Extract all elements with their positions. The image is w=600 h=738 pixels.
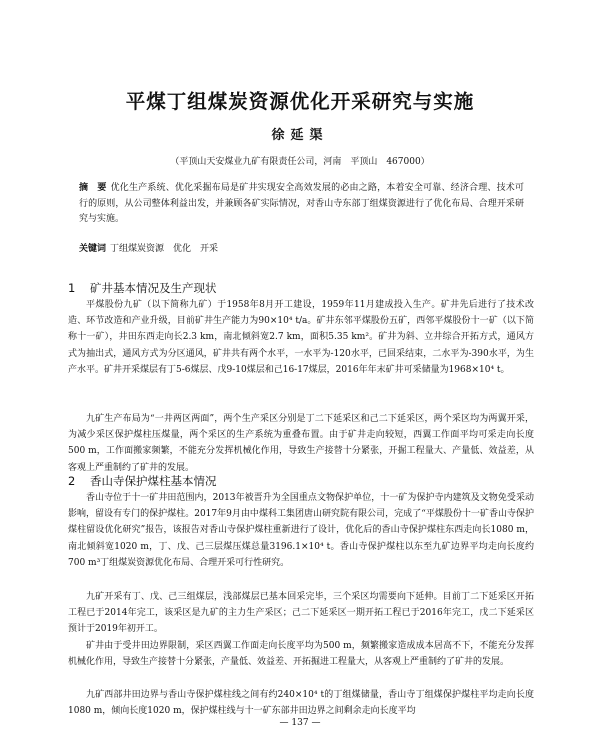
body-paragraph: 九矿生产布局为“一井两区两面”，两个生产采区分别是丁二下延采区和己二下延采区，两个采区均为两翼开采，为减少采区保护煤柱压煤量，两个采区的生产系统为重叠布置。由于矿井走向较短，西翼工作面平均可采走向长度500 m，工作面搬家频繁，不能充分发挥机械化作用，导致生产接替十分紧张，开掘工程量大、产量低、效益差，从客观上严重制约了矿井的发展。 xyxy=(68,414,534,473)
section-heading-2 xyxy=(68,473,217,489)
keywords-label: 关键词 xyxy=(79,244,107,254)
section-title: 香山寺保护煤柱基本情况 xyxy=(90,474,217,488)
page-number: — 137 — xyxy=(279,718,321,728)
body-paragraph: 九矿西部井田边界与香山寺保护煤柱线之间有约240×10⁴ t的丁组煤储量，香山寺丁组煤保护煤柱平均走向长度1080 m，倾向长度1020 m，保护煤柱线与十一矿东部井田边界之间剩余走向长度平均 xyxy=(68,690,534,717)
abstract-label: 摘 要 xyxy=(79,183,107,193)
body-paragraph: 九矿开采有丁、戊、己三组煤层，浅部煤层已基本回采完毕，三个采区均需要向下延伸。目前丁二下延采区开拓工程已于2014年完工，该采区是九矿的主力生产采区；己二下延采区一期开拓工程已于2016年完工，戊二下延采区预计于2019年初开工。 xyxy=(68,592,534,635)
keywords-text: 丁组煤炭资源 优化 开采 xyxy=(110,244,219,254)
section-heading-1 xyxy=(68,280,217,296)
body-paragraph: 平煤股份九矿（以下简称九矿）于1958年8月开工建设，1959年11月建成投入生产。矿井先后进行了技术改造、环节改造和产业升级，目前矿井生产能力为90×10⁴ t/a。矿井东邻平煤股份五矿，西邻平煤股份十一矿（以下简称十一矿），井田东西走向长2.3 km，南北倾斜宽2.7 km，面积5.35 km²。矿井为斜、立井综合开拓方式，通风方式为抽出式，通风方式为分区通风，矿井共有两个水平，一水平为-120水平，已回采结束，二水平为-390水平，为生产水平。矿井开采煤层有丁5-6煤层、戊9-10煤层和己16-17煤层，2016年年末矿井可采储量为1968×10⁴ t。 xyxy=(68,300,534,375)
author-name: 徐延渠 xyxy=(271,128,329,143)
paper-title: 平煤丁组煤炭资源优化开采研究与实施 xyxy=(125,90,475,113)
keywords xyxy=(79,241,524,254)
abstract-text: 优化生产系统、优化采掘布局是矿井实现安全高效发展的必由之路，本着安全可靠、经济合理、技术可行的原则，从公司整体利益出发，并兼顾各矿实际情况，对香山寺东部丁组煤资源进行了优化布局、合理开采研究与实施。 xyxy=(79,183,524,225)
section-number: 1 xyxy=(68,281,76,295)
body-paragraph: 矿井由于受井田边界限制，采区西翼工作面走向长度平均为500 m，频繁搬家造成成本居高不下，不能充分发挥机械化作用，导致生产接替十分紧张，产量低、效益差、开拓掘进工程量大，从客观上严重制约了矿井的发展。 xyxy=(68,641,534,668)
section-number: 2 xyxy=(68,474,76,488)
section-title: 矿井基本情况及生产现状 xyxy=(90,281,217,295)
abstract xyxy=(79,181,524,228)
affiliation: （平顶山天安煤业九矿有限责任公司，河南 平顶山 467000） xyxy=(170,157,430,167)
body-paragraph: 香山寺位于十一矿井田范围内，2013年被晋升为全国重点文物保护单位，十一矿为保护寺内建筑及文物免受采动影响，留设有专门的保护煤柱。2017年9月由中煤科工集团唐山研究院有限公司，完成了“平煤股份十一矿香山寺保护煤柱留设优化研究”报告，该报告对香山寺保护煤柱重新进行了设计，优化后的香山寺保护煤柱东西走向长1080 m，南北倾斜宽1020 m，丁、戊、己三层煤压煤总量3196.1×10⁴ t。香山寺保护煤柱以东至九矿边界平均走向长度约700 m³丁组煤炭资源优化布局、合理开采可行性研究。 xyxy=(68,493,534,568)
